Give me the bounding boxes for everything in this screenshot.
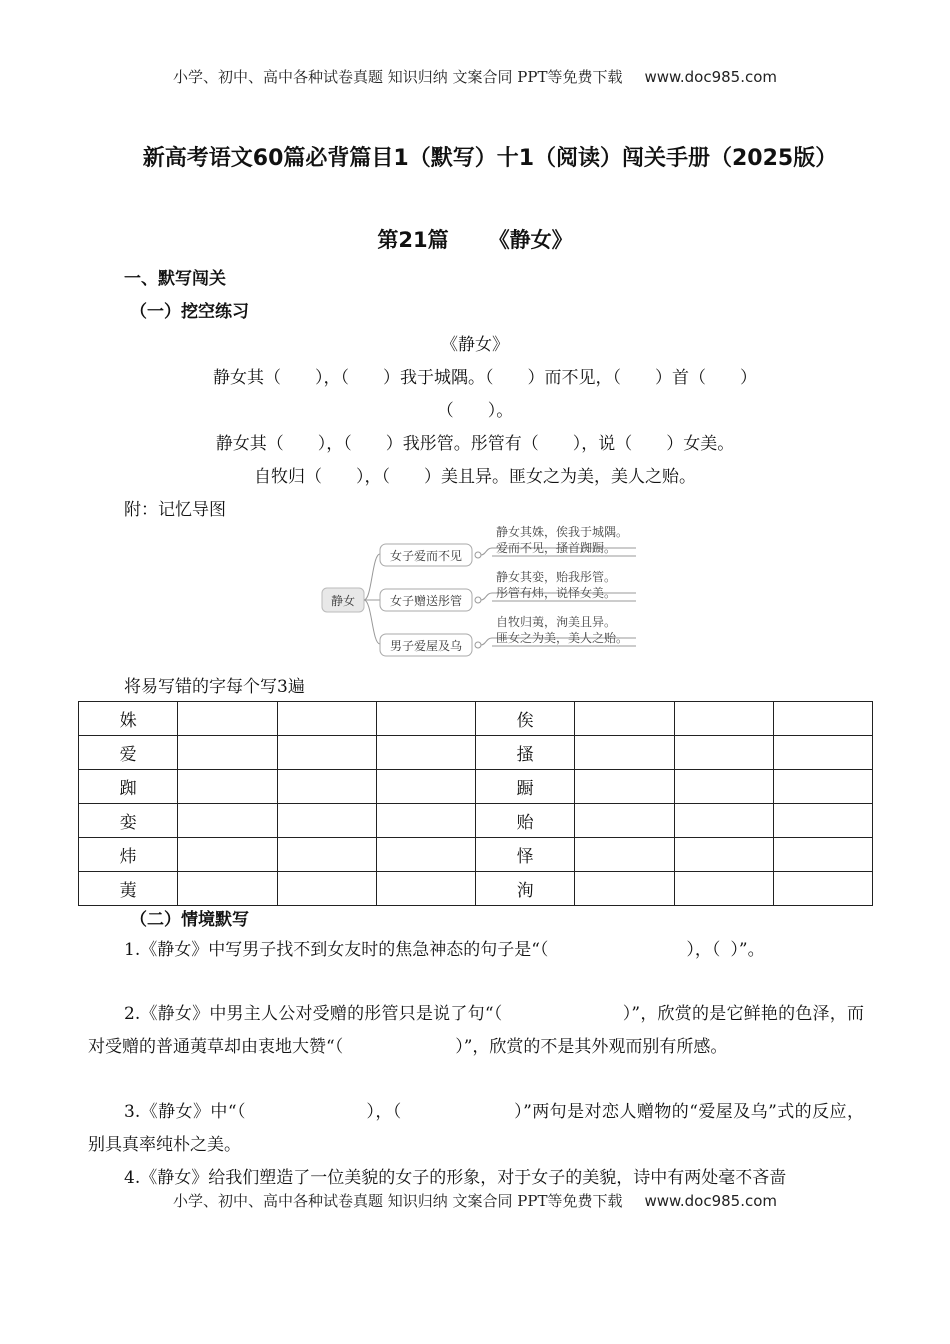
question-1-b: ），（ — [686, 940, 721, 960]
practice-char: 踟 — [79, 770, 178, 804]
practice-char: 搔 — [476, 736, 575, 770]
practice-blank-cell[interactable] — [575, 804, 674, 838]
practice-blank-cell[interactable] — [773, 770, 872, 804]
practice-char: 荑 — [79, 872, 178, 906]
practice-blank-cell[interactable] — [674, 872, 773, 906]
practice-char: 姝 — [79, 702, 178, 736]
practice-blank-cell[interactable] — [277, 872, 376, 906]
chapter-title — [0, 224, 950, 254]
poem-line-3: 静女其（ ），（ ）我彤管。彤管有（ ），说（ ）女美。 — [215, 434, 735, 454]
practice-blank-cell[interactable] — [674, 702, 773, 736]
practice-blank-cell[interactable] — [674, 736, 773, 770]
practice-blank-cell[interactable] — [277, 804, 376, 838]
header-url[interactable]: www.doc985.com — [644, 68, 778, 86]
poem-line-2: （ ）。 — [436, 401, 514, 421]
practice-blank-cell[interactable] — [376, 872, 475, 906]
header-text: 小学、初中、高中各种试卷真题 知识归纳 文案合同 PPT等免费下载 — [172, 68, 623, 86]
page-header — [0, 66, 950, 87]
practice-blank-cell[interactable] — [376, 736, 475, 770]
question-3-c: ）”两句是对恋人赠物的“爱屋及乌”式的反应，别具真率纯朴之美。 — [88, 1102, 864, 1155]
poem-name: 《静女》 — [488, 228, 573, 252]
mindmap-line-2-2: 彤管有炜，说怿女美。 — [496, 586, 617, 600]
practice-blank-cell[interactable] — [376, 804, 475, 838]
practice-row — [79, 872, 873, 906]
practice-blank-cell[interactable] — [277, 736, 376, 770]
poem-line-1: 静女其（ ），（ ）我于城隅。（ ）而不见，（ ）首（ ） — [213, 368, 757, 388]
practice-blank-cell[interactable] — [277, 702, 376, 736]
mindmap-line-1-1: 静女其姝，俟我于城隅。 — [496, 525, 629, 539]
practice-row — [79, 702, 873, 736]
mindmap-line-3-2: 匪女之为美，美人之贻。 — [496, 631, 629, 645]
question-1-c: ）”。 — [730, 940, 765, 960]
footer-text: 小学、初中、高中各种试卷真题 知识归纳 文案合同 PPT等免费下载 — [172, 1192, 623, 1210]
poem-line-4: 自牧归（ ），（ ）美且异。匪女之为美，美人之贻。 — [254, 467, 696, 487]
practice-char: 娈 — [79, 804, 178, 838]
question-1-a: 1.《静女》中写男子找不到女友时的焦急神态的句子是“（ — [124, 940, 549, 960]
document-title: 新高考语文60篇必背篇目1（默写）十1（阅读）闯关手册（2025版） — [142, 146, 838, 171]
practice-row — [79, 838, 873, 872]
chapter-number: 第21篇 — [377, 228, 449, 252]
poem-title: 《静女》 — [441, 335, 509, 355]
question-3-a: 3.《静女》中“（ — [124, 1102, 246, 1122]
mindmap-line-3-1: 自牧归荑，洵美且异。 — [496, 615, 617, 629]
practice-blank-cell[interactable] — [575, 872, 674, 906]
part-heading-context-dictation: （二）情境默写 — [130, 910, 249, 930]
practice-blank-cell[interactable] — [575, 838, 674, 872]
mindmap-line-1-2: 爱而不见，搔首踟蹰。 — [496, 541, 617, 555]
part-heading-fill-blanks: （一）挖空练习 — [130, 302, 249, 322]
practice-blank-cell[interactable] — [178, 838, 277, 872]
practice-char: 炜 — [79, 838, 178, 872]
question-1 — [88, 934, 864, 967]
practice-grid — [78, 701, 873, 906]
practice-char: 蹰 — [476, 770, 575, 804]
practice-blank-cell[interactable] — [575, 702, 674, 736]
practice-blank-cell[interactable] — [773, 838, 872, 872]
page-footer — [0, 1190, 950, 1211]
practice-blank-cell[interactable] — [674, 770, 773, 804]
practice-blank-cell[interactable] — [575, 770, 674, 804]
question-2-a: 2.《静女》中男主人公对受赠的彤管只是说了句“（ — [124, 1004, 503, 1024]
question-3 — [88, 1096, 864, 1162]
practice-label: 将易写错的字每个写3遍 — [124, 677, 305, 697]
memory-mindmap — [320, 518, 650, 658]
practice-blank-cell[interactable] — [178, 702, 277, 736]
practice-char: 洵 — [476, 872, 575, 906]
mindmap-line-2-1: 静女其娈，贻我彤管。 — [496, 570, 617, 584]
practice-char: 俟 — [476, 702, 575, 736]
practice-char: 贻 — [476, 804, 575, 838]
footer-url[interactable]: www.doc985.com — [644, 1192, 778, 1210]
practice-char: 爱 — [79, 736, 178, 770]
practice-blank-cell[interactable] — [376, 838, 475, 872]
practice-blank-cell[interactable] — [277, 770, 376, 804]
question-2-b: ）”，欣赏的是它鲜艳的色泽，而对受赠的普通荑草却由衷地大赞“（ — [88, 1004, 864, 1057]
practice-blank-cell[interactable] — [575, 736, 674, 770]
question-2 — [88, 998, 864, 1064]
practice-blank-cell[interactable] — [178, 872, 277, 906]
practice-row — [79, 736, 873, 770]
mindmap-branch-1: 女子爱而不见 — [389, 549, 463, 563]
question-3-b: ），（ — [365, 1102, 402, 1122]
practice-blank-cell[interactable] — [178, 804, 277, 838]
practice-blank-cell[interactable] — [773, 872, 872, 906]
practice-blank-cell[interactable] — [773, 804, 872, 838]
practice-char: 怿 — [476, 838, 575, 872]
practice-blank-cell[interactable] — [674, 838, 773, 872]
practice-blank-cell[interactable] — [178, 736, 277, 770]
practice-blank-cell[interactable] — [376, 702, 475, 736]
section-heading-dictation: 一、默写闯关 — [124, 269, 226, 289]
practice-row — [79, 804, 873, 838]
practice-blank-cell[interactable] — [277, 838, 376, 872]
practice-blank-cell[interactable] — [674, 804, 773, 838]
mindmap-branch-3: 男子爱屋及乌 — [389, 639, 463, 653]
practice-row — [79, 770, 873, 804]
practice-blank-cell[interactable] — [773, 736, 872, 770]
mindmap-root: 静女 — [330, 594, 356, 608]
mindmap-branch-2: 女子赠送彤管 — [389, 594, 463, 608]
question-2-c: ）”，欣赏的不是其外观而别有所感。 — [455, 1037, 728, 1057]
practice-blank-cell[interactable] — [178, 770, 277, 804]
question-4: 4.《静女》给我们塑造了一位美貌的女子的形象，对于女子的美貌，诗中有两处毫不吝啬 — [124, 1168, 787, 1188]
appendix-label: 附：记忆导图 — [124, 500, 226, 520]
practice-blank-cell[interactable] — [773, 702, 872, 736]
practice-blank-cell[interactable] — [376, 770, 475, 804]
